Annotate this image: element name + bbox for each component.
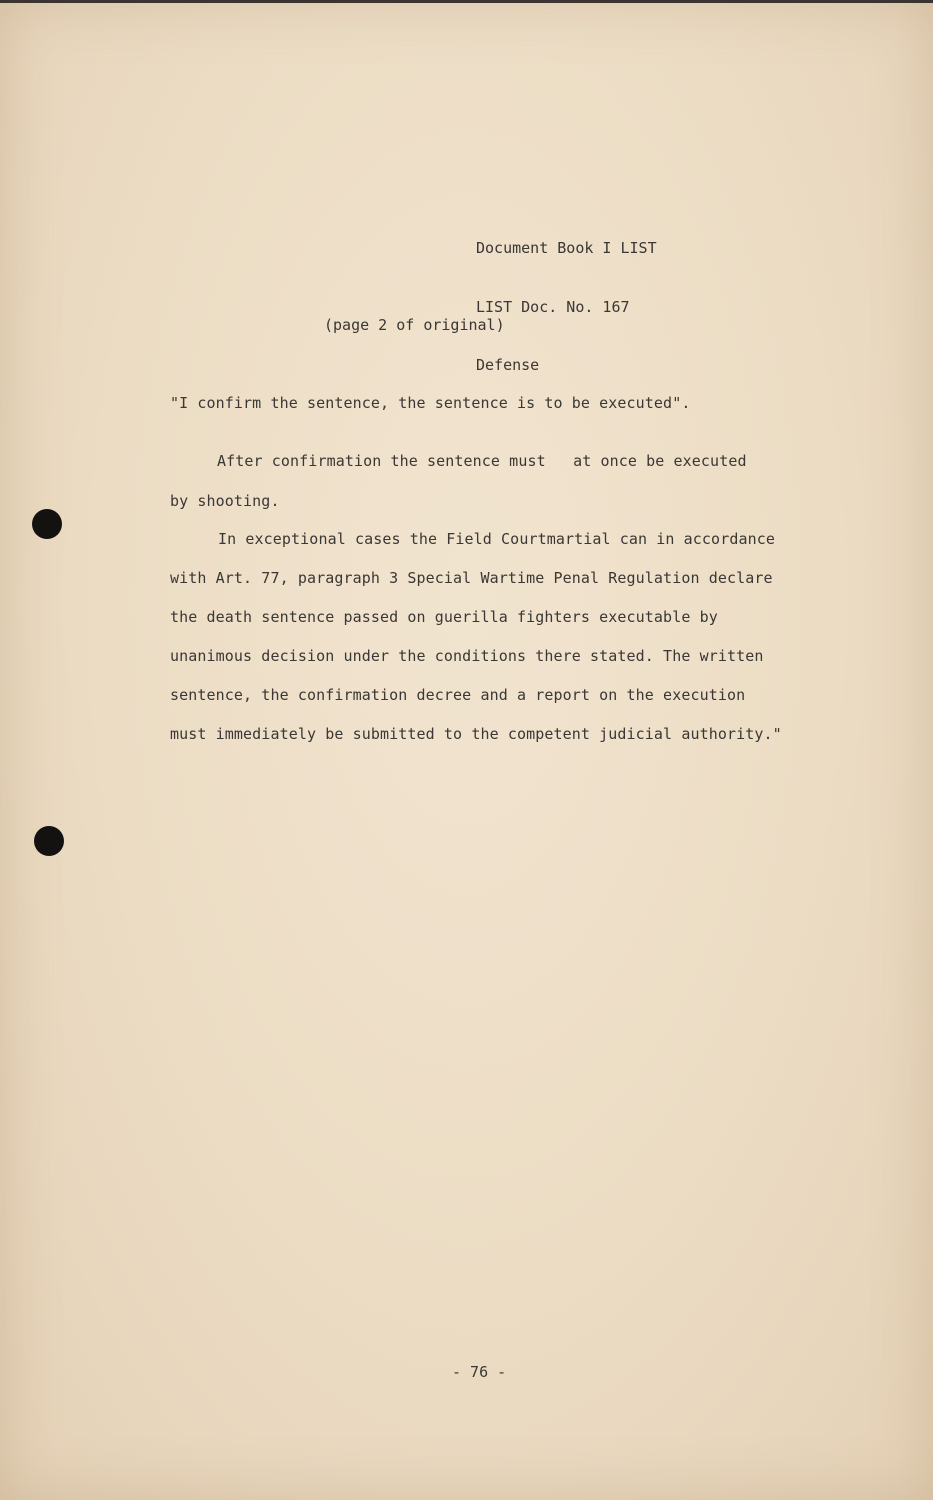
- quoted-confirmation: "I confirm the sentence, the sentence is to be executed".: [170, 394, 691, 412]
- paragraph-2-line-2: with Art. 77, paragraph 3 Special Wartime Penal Regulation declare: [170, 569, 773, 587]
- paragraph-2-line-6: must immediately be submitted to the competent judicial authority.": [170, 725, 782, 743]
- paragraph-1-line-2: by shooting.: [170, 492, 280, 510]
- page-top-edge: [0, 0, 933, 3]
- page-reference: (page 2 of original): [324, 316, 505, 334]
- page-number: - 76 -: [452, 1363, 507, 1381]
- document-header: [476, 200, 657, 415]
- header-doc-number-line: LIST Doc. No. 167: [476, 297, 630, 316]
- header-defense-line: Defense: [476, 356, 540, 374]
- paragraph-2: [170, 530, 782, 743]
- punch-hole-bottom: [34, 826, 64, 856]
- paragraph-1: [170, 452, 747, 524]
- paragraph-2-line-4: unanimous decision under the conditions there stated. The written: [170, 647, 764, 665]
- header-book-line: Document Book I LIST: [476, 239, 657, 257]
- punch-hole-top: [32, 509, 62, 539]
- paragraph-2-line-3: the death sentence passed on guerilla fighters executable by: [170, 608, 718, 626]
- paragraph-1-line-1: After confirmation the sentence must at once be executed: [217, 452, 747, 470]
- paragraph-2-line-5: sentence, the confirmation decree and a report on the execution: [170, 686, 746, 704]
- paragraph-2-line-1: In exceptional cases the Field Courtmartial can in accordance: [218, 530, 775, 548]
